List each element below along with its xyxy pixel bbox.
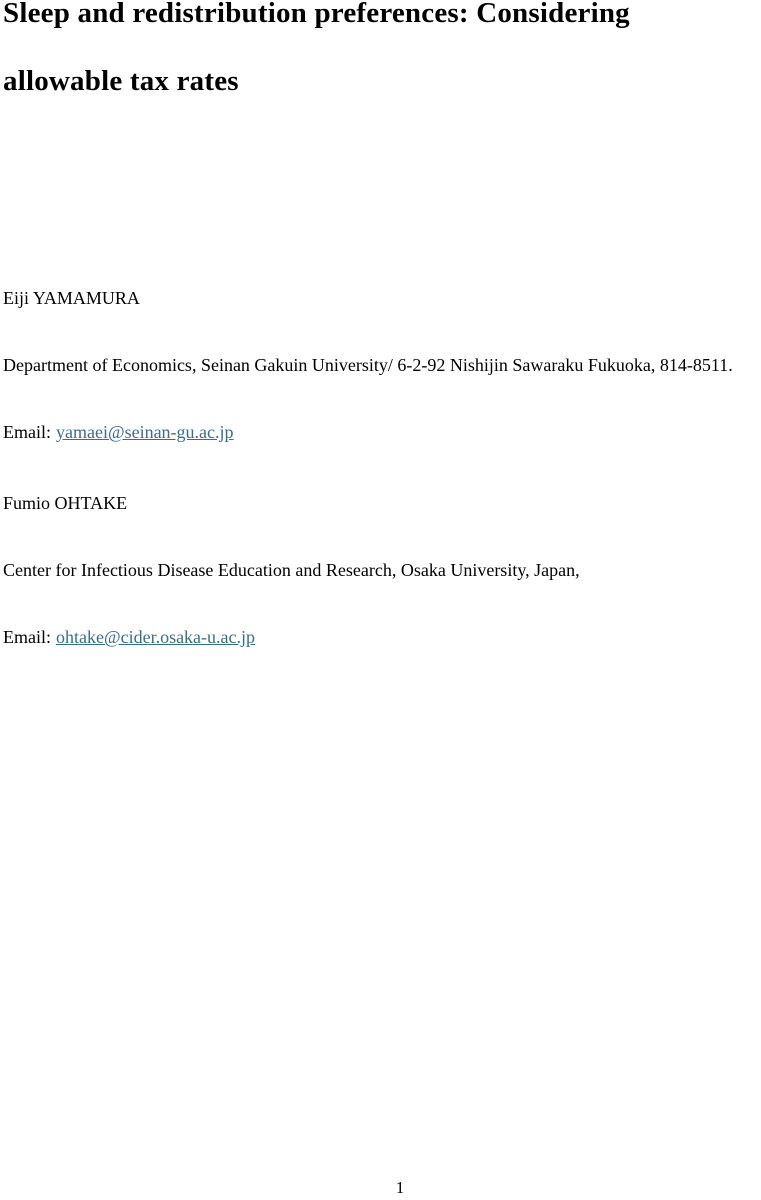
paper-title-line-1: Sleep and redistribution preferences: Considering <box>3 0 630 29</box>
author-2-affiliation: Center for Infectious Disease Education and Research, Osaka University, Japan, <box>3 560 580 580</box>
author-2-email-line <box>3 628 255 646</box>
author-1-email-link[interactable]: yamaei@seinan-gu.ac.jp <box>56 422 234 442</box>
author-1-name: Eiji YAMAMURA <box>3 288 140 308</box>
page-number: 1 <box>395 1178 405 1197</box>
author-2-email-label: Email: <box>3 627 51 647</box>
paper-title <box>3 0 761 115</box>
author-1-email-line <box>3 423 234 441</box>
author-2-email-link[interactable]: ohtake@cider.osaka-u.ac.jp <box>56 627 256 647</box>
author-1-affiliation: Department of Economics, Seinan Gakuin University/ 6-2-92 Nishijin Sawaraku Fukuoka, 814-8511. <box>3 355 733 375</box>
author-1-email-label: Email: <box>3 422 51 442</box>
author-2-name: Fumio OHTAKE <box>3 493 128 513</box>
paper-title-line-2: allowable tax rates <box>3 65 239 97</box>
